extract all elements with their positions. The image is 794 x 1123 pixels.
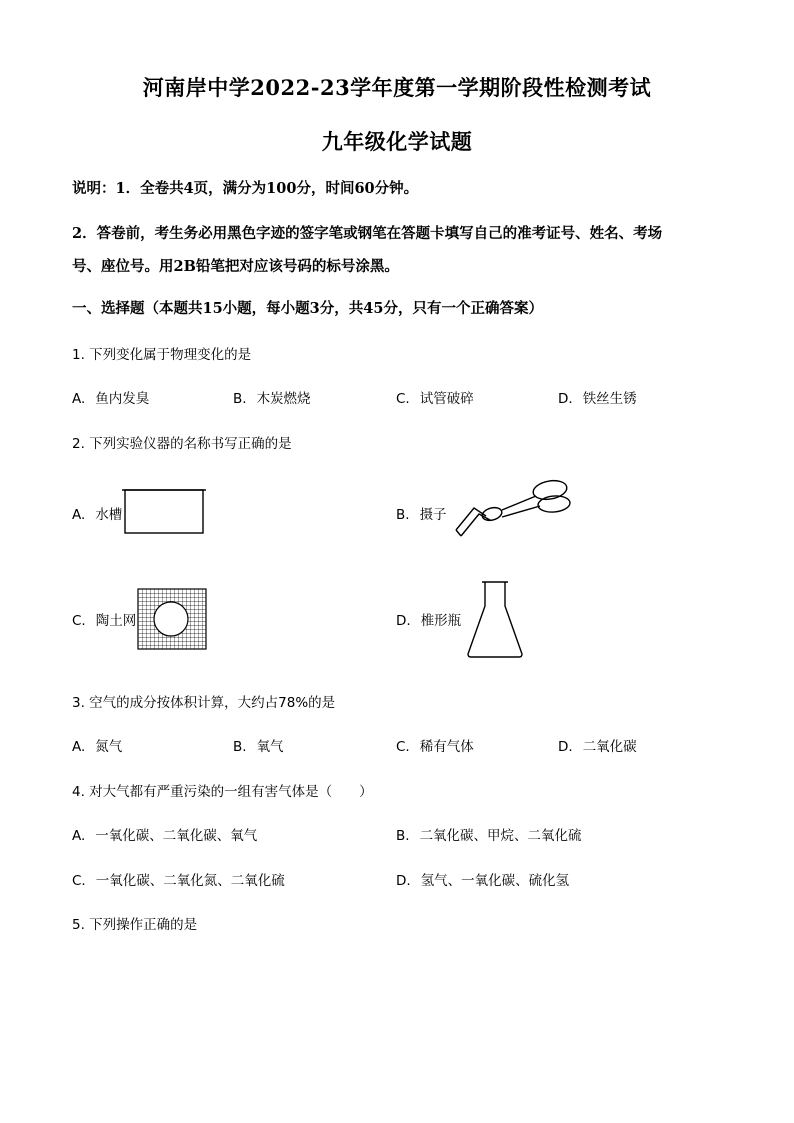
option-label: B. <box>396 828 410 844</box>
option-label: D. <box>396 613 411 629</box>
option-label: A. <box>72 739 86 755</box>
option-label: D. <box>396 873 411 889</box>
option-text: 二氧化碳 <box>582 739 637 755</box>
option-text: 氢气、一氧化碳、硫化氢 <box>420 873 570 889</box>
option-text: 一氧化碳、二氧化氮、二氧化硫 <box>95 873 285 889</box>
option-label: C. <box>396 391 410 407</box>
option-text: 铁丝生锈 <box>582 391 637 407</box>
question-2-option-b[interactable] <box>396 503 447 523</box>
option-label: D. <box>558 739 573 755</box>
exam-title: 河南岸中学2022-23学年度第一学期阶段性检测考试 <box>142 75 652 100</box>
option-text: 鱼内发臭 <box>95 391 150 407</box>
option-text: 水槽 <box>95 507 123 523</box>
question-4-option-d[interactable] <box>396 869 569 889</box>
question-2-stem: 2. 下列实验仪器的名称书写正确的是 <box>72 436 292 452</box>
option-text: 试管破碎 <box>419 391 474 407</box>
exam-subtitle: 九年级化学试题 <box>321 129 473 154</box>
option-text: 二氧化碳、甲烷、二氧化硫 <box>419 828 582 844</box>
question-2-option-a[interactable] <box>72 503 122 523</box>
question-1-option-a[interactable] <box>72 387 149 407</box>
instructions-line-2a: 2．答卷前，考生务必用黑色字迹的签字笔或钢笔在答题卡填写自己的准考证号、姓名、考场 <box>72 225 663 242</box>
option-text: 陶土网 <box>95 613 137 629</box>
question-1-option-d[interactable] <box>558 387 637 407</box>
question-4-option-c[interactable] <box>72 869 285 889</box>
question-5-stem: 5. 下列操作正确的是 <box>72 917 198 933</box>
question-1-stem: 1. 下列变化属于物理变化的是 <box>72 347 252 363</box>
option-label: D. <box>558 391 573 407</box>
question-3-option-d[interactable] <box>558 735 637 755</box>
section-heading: 一、选择题（本题共15小题，每小题3分，共45分，只有一个正确答案） <box>72 300 543 317</box>
question-3-stem: 3. 空气的成分按体积计算，大约占78%的是 <box>72 695 336 711</box>
question-4-option-b[interactable] <box>396 824 582 844</box>
question-3-option-c[interactable] <box>396 735 474 755</box>
instructions-line-2b: 号、座位号。用2B铅笔把对应该号码的标号涂黑。 <box>72 258 399 275</box>
question-2-option-c[interactable] <box>72 609 136 629</box>
option-text: 氧气 <box>256 739 284 755</box>
option-label: A. <box>72 391 86 407</box>
conical-flask-icon <box>465 580 525 658</box>
option-label: C. <box>396 739 410 755</box>
tongs-icon <box>452 478 574 540</box>
option-label: B. <box>233 391 247 407</box>
option-text: 稀有气体 <box>419 739 474 755</box>
option-label: C. <box>72 873 86 889</box>
option-text: 木炭燃烧 <box>256 391 311 407</box>
question-2-option-d[interactable] <box>396 609 461 629</box>
option-text: 摄子 <box>419 507 447 523</box>
option-label: C. <box>72 613 86 629</box>
option-text: 一氧化碳、二氧化碳、氧气 <box>95 828 258 844</box>
option-label: A. <box>72 507 86 523</box>
question-4-option-a[interactable] <box>72 824 257 844</box>
water-trough-icon <box>122 489 206 535</box>
question-1-option-c[interactable] <box>396 387 474 407</box>
option-text: 氮气 <box>95 739 123 755</box>
option-label: A. <box>72 828 86 844</box>
question-3-option-a[interactable] <box>72 735 122 755</box>
question-3-option-b[interactable] <box>233 735 284 755</box>
instructions-line-1: 说明：1．全卷共4页，满分为100分，时间60分钟。 <box>72 180 419 197</box>
option-text: 椎形瓶 <box>420 613 462 629</box>
option-label: B. <box>233 739 247 755</box>
question-4-stem: 4. 对大气都有严重污染的一组有害气体是（ ） <box>72 784 373 800</box>
option-label: B. <box>396 507 410 523</box>
ceramic-gauze-icon <box>138 589 206 649</box>
question-1-option-b[interactable] <box>233 387 311 407</box>
